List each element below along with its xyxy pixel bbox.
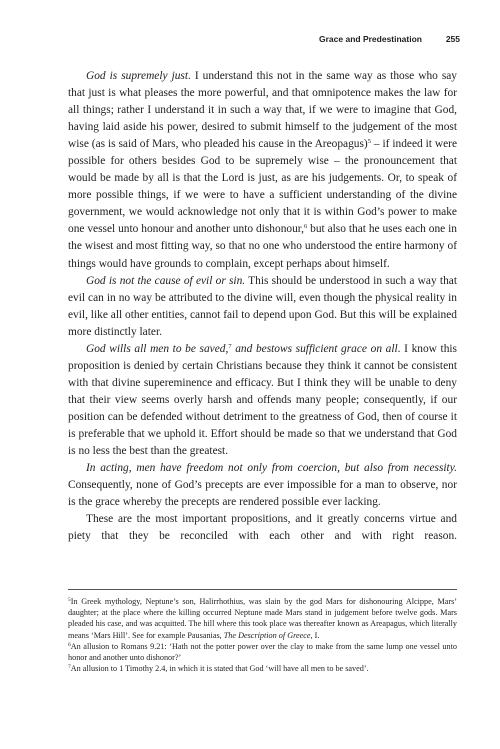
proposition-heading: and bestows sufficient grace on all [231, 342, 398, 355]
footnote-7 [68, 663, 457, 674]
footnote-6 [68, 641, 457, 663]
footnote-divider [68, 589, 457, 590]
paragraph-not-cause-of-evil [68, 273, 457, 341]
footnote-5 [68, 596, 457, 641]
footnote-book-title: The Description of Greece [223, 630, 311, 640]
proposition-heading: In acting, men have freedom not only from coercion, but also from necessity. [86, 462, 457, 475]
footnote-text: , I. [310, 630, 320, 640]
footnote-mark: 7 [68, 664, 71, 671]
footnote-text: An allusion to 1 Timothy 2.4, in which it is stated that God ‘will have all men to be saved’. [70, 664, 369, 674]
proposition-heading: God wills all men to be saved, [86, 342, 229, 355]
page-number: 255 [445, 34, 460, 44]
paragraph-text: Consequently, none of God’s precepts are ever impossible for a man to observe, nor is the grace whereby the precepts are rendered possible ever lacking. [68, 479, 457, 509]
running-title: Grace and Predestination [319, 34, 422, 44]
paragraph-conclusion [68, 511, 457, 545]
paragraph-text: – if indeed it were possible for others besides God to be supremely wise – the pronouncement that would be made by all is that the Lord is just, as are his judgements. Or, to speak of more possible things, if we were to have a sufficient understanding of the divine government, we would acknowledge not only that it is within God’s power to make one vessel unto honour and another unto dishonour, [68, 138, 458, 236]
proposition-heading: God is not the cause of evil or sin. [86, 274, 246, 287]
footnote-mark: 6 [68, 641, 71, 648]
footnote-reference: 7 [228, 342, 232, 350]
footnote-mark: 5 [68, 597, 71, 603]
paragraph-text: . I understand this not in the same way as those who say that just is what pleases the more powerful, and that omnipotence makes the law for all things; rather I understand it in such a way that, if we were to imagine that God, having laid aside his power, desired to submit himself to the judgement of the most wise (as is said of Mars, who pleaded his cause in the Areopagus) [68, 70, 457, 151]
paragraph-text: but also that he uses each one in the wisest and most fitting way, so that no one who understood the entire harmony of things would have grounds to complain, except perhaps about himself. [68, 223, 457, 270]
proposition-heading: God is supremely just [86, 70, 189, 82]
paragraph-freedom [68, 460, 457, 511]
paragraph-text: These are the most important propositions, and it greatly concerns virtue and piety that they be reconciled with each other and with right reason. [68, 513, 457, 543]
footnotes [68, 596, 457, 674]
footnote-text: An allusion to Romans 9.21: ‘Hath not the potter power over the clay to make from the same lump one vessel unto honor and another unto dishonor?’ [68, 641, 457, 663]
paragraph-text: . I know this proposition is denied by certain Christians because they think it cannot be consistent with that divine supereminence and efficacy. But I think they will be unable to deny that their view seems overly harsh and offends many people; consequently, if our position can be defended without detriment to the greatness of God, then of course it is preferable that we uphold it. Effort should be made so that we understand that God is no less the best than the greatest. [68, 342, 457, 458]
paragraph-god-just [68, 68, 457, 273]
footnote-text: In Greek mythology, Neptune’s son, Halirrhothius, was slain by the god Mars for dishonouring Alcippe, Mars’ daughter; at the place where the killing occurred Neptune made Mars stand in judgement before twelve gods. Mars pleaded his case, and was acquitted. The hill where this took place was thereafter known as Areapagus, which literally means ‘Mars Hill’. See for example Pausanias, [68, 597, 457, 640]
footnote-reference: 5 [367, 138, 371, 146]
main-text [68, 68, 457, 545]
running-header [68, 34, 460, 48]
footnote-reference: 6 [303, 223, 308, 231]
paragraph-all-saved [68, 341, 457, 460]
paragraph-text: This should be understood in such a way that evil can in no way be attributed to the divine will, even though the physical reality in evil, like all other entities, cannot fail to depend upon God. But this will be explained more distinctly later. [68, 274, 457, 338]
